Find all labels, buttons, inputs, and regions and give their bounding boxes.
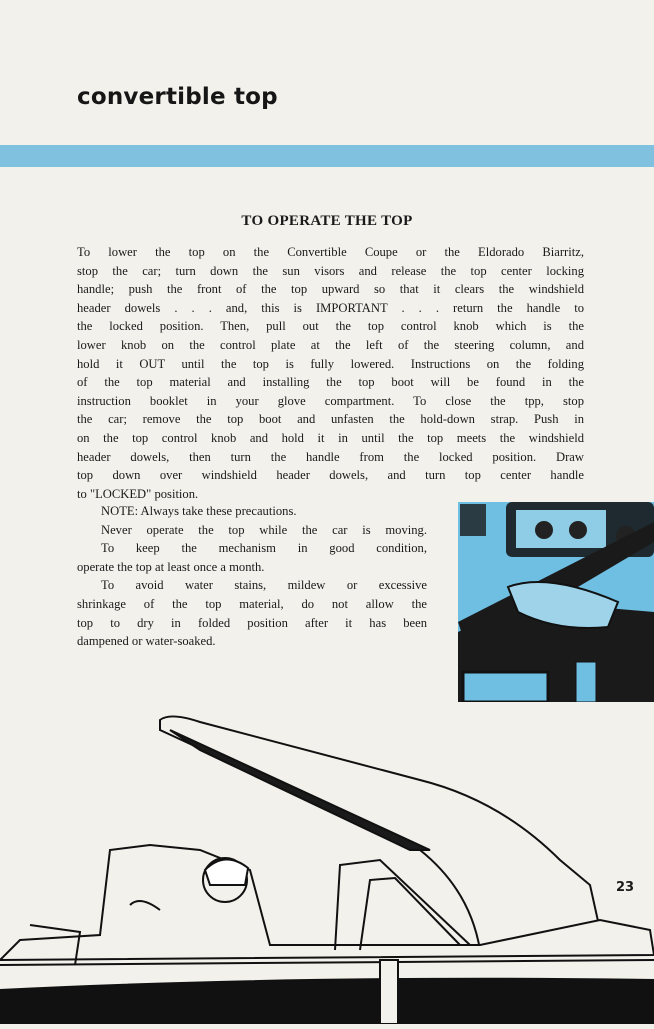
- convertible-car-illustration: [0, 710, 654, 1024]
- text-line: the locked position. Then, pull out the top control knob which is the: [77, 319, 584, 334]
- page-number: 23: [616, 880, 635, 895]
- text-line: stop the car; turn down the sun visors and release the top center locking: [77, 263, 584, 278]
- text-line: Never operate the top while the car is moving.: [101, 522, 427, 537]
- text-line: header dowels . . . and, this is IMPORTANT . . . return the handle to: [77, 300, 584, 315]
- text-line: To lower the top on the Convertible Coupe or the Eldorado Biarritz,: [77, 245, 584, 259]
- text-line: To avoid water stains, mildew or excessive: [101, 578, 427, 593]
- text-line: of the top material and installing the top boot will be found in the: [77, 375, 584, 390]
- text-line: shrinkage of the top material, do not allow the: [77, 596, 427, 611]
- page-title: convertible top: [77, 84, 278, 110]
- header-band: [0, 145, 654, 167]
- text-line: top to dry in folded position after it has been: [77, 615, 427, 630]
- text-line: handle; push the front of the top upward so that it clears the windshield: [77, 282, 584, 297]
- text-line: lower knob on the control plate at the left of the steering column, and: [77, 337, 584, 352]
- text-line: dampened or water-soaked.: [77, 634, 216, 649]
- text-line: NOTE: Always take these precautions.: [101, 504, 297, 518]
- text-line: hold it OUT until the top is fully lowered. Instructions on the folding: [77, 356, 584, 371]
- text-line: operate the top at least once a month.: [77, 559, 265, 574]
- instructions-paragraph: [77, 243, 584, 503]
- precautions-note: [77, 502, 427, 651]
- text-line: To keep the mechanism in good condition,: [101, 541, 427, 556]
- text-line: the car; remove the top boot and unfasten the hold-down strap. Push in: [77, 412, 584, 427]
- text-line: instruction booklet in your glove compartment. To close the tpp, stop: [77, 393, 584, 408]
- section-heading: TO OPERATE THE TOP: [241, 213, 413, 229]
- text-line: header dowels, then turn the handle from the locked position. Draw: [77, 449, 584, 464]
- control-knob-illustration: [458, 502, 654, 702]
- text-line: to "LOCKED" position.: [77, 486, 199, 501]
- text-line: top down over windshield header dowels, and turn top center handle: [77, 468, 584, 483]
- text-line: on the top control knob and hold it in until the top meets the windshield: [77, 430, 584, 445]
